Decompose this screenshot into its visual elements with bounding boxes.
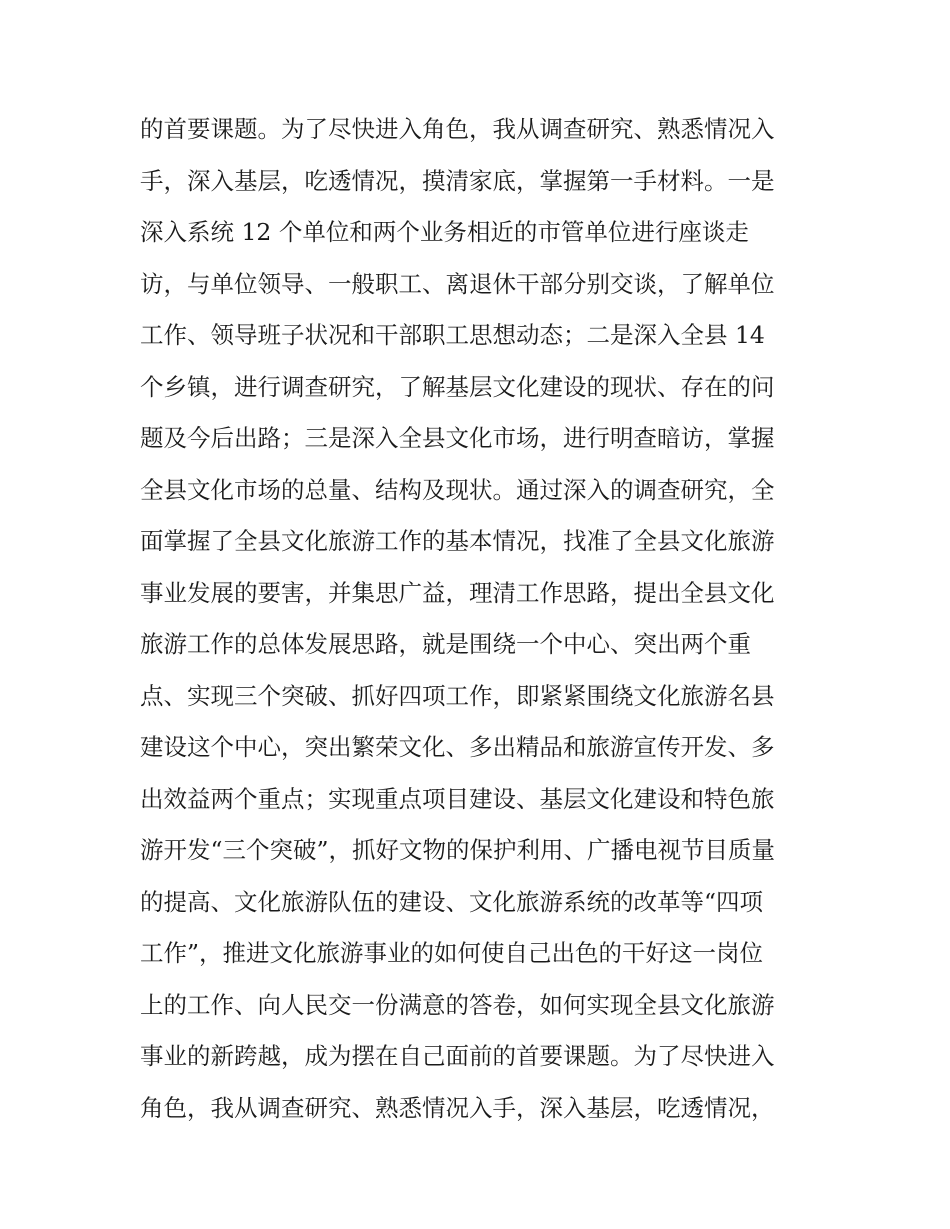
- text-line: 角色，我从调查研究、熟悉情况入手，深入基层，吃透情况，: [140, 1093, 775, 1122]
- body-text: [140, 104, 820, 1134]
- text-line: 手，深入基层，吃透情况，摸清家底，掌握第一手材料。一是: [140, 166, 775, 195]
- text-line: 事业的新跨越，成为摆在自己面前的首要课题。为了尽快进入: [140, 1042, 775, 1070]
- text-line: 的首要课题。为了尽快进入角色，我从调查研究、熟悉情况入: [140, 115, 775, 143]
- text-line: 上的工作、向人民交一份满意的答卷，如何实现全县文化旅游: [140, 990, 775, 1019]
- text-line: 工作”，推进文化旅游事业的如何使自己出色的干好这一岗位: [140, 939, 764, 967]
- text-line: 个乡镇，进行调查研究，了解基层文化建设的现状、存在的问: [140, 372, 775, 401]
- text-line: 出效益两个重点；实现重点项目建设、基层文化建设和特色旅: [140, 784, 775, 813]
- text-line: 建设这个中心，突出繁荣文化、多出精品和旅游宣传开发、多: [140, 733, 775, 761]
- text-line: 游开发“三个突破”，抓好文物的保护利用、广播电视节目质量: [140, 836, 776, 864]
- text-line: 题及今后出路；三是深入全县文化市场，进行明查暗访，掌握: [140, 424, 775, 452]
- text-line: 工作、领导班子状况和干部职工思想动态；二是深入全县 14: [140, 321, 765, 349]
- text-line: 点、实现三个突破、抓好四项工作，即紧紧围绕文化旅游名县: [140, 681, 775, 710]
- text-line: 深入系统 12 个单位和两个业务相近的市管单位进行座谈走: [140, 218, 749, 246]
- text-line: 面掌握了全县文化旅游工作的基本情况，找准了全县文化旅游: [140, 527, 775, 555]
- text-line: 事业发展的要害，并集思广益，理清工作思路，提出全县文化: [140, 578, 775, 607]
- text-line: 全县文化市场的总量、结构及现状。通过深入的调查研究，全: [140, 475, 775, 504]
- text-line: 的提高、文化旅游队伍的建设、文化旅游系统的改革等“四项: [140, 887, 764, 916]
- text-line: 旅游工作的总体发展思路，就是围绕一个中心、突出两个重: [140, 630, 751, 658]
- text-line: 访，与单位领导、一般职工、离退休干部分别交谈，了解单位: [140, 269, 775, 298]
